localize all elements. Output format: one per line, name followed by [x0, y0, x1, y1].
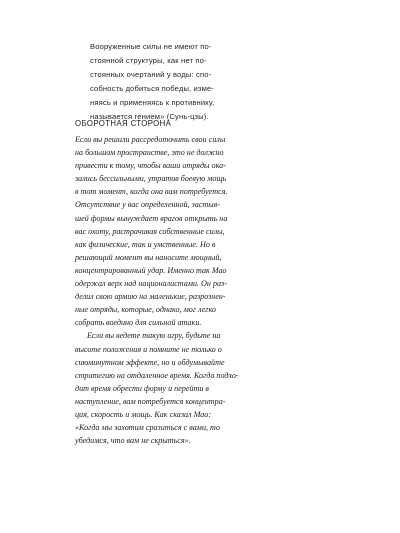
body-line: собрать воедино для сильной атаки. [75, 318, 202, 328]
body-line: Если вы ведете такую игру, будьте на [87, 331, 221, 341]
body-line: «Когда мы захотим сразиться с вами, то [75, 423, 220, 433]
body-line: одержал верх над националистами. Он раз- [75, 279, 227, 289]
quote-line: няясь и применяясь к противнику, [90, 98, 215, 107]
body-line: зались бессильными, утратив боевую мощь [75, 174, 227, 184]
body-line: как физические, так и умственные. Но в [75, 239, 216, 249]
body-line: делил свою армию на маленькие, разрознен- [75, 292, 226, 302]
body-line: ные отряды, которые, однако, мог легко [75, 305, 216, 315]
body-line: в тот момент, когда она вам потребуется. [75, 187, 228, 197]
body-line: стратегию на отдаленное время. Когда подхо- [75, 370, 239, 380]
body-line: ция, скорость и мощь. Как сказал Мао: [75, 409, 212, 419]
body-line: концентрированный удар. Именно так Мао [75, 265, 227, 275]
quote-line: стоянной структуры, как нет по- [90, 56, 207, 65]
body-line: убедимся, что вам не скрыться». [75, 436, 191, 446]
body-line: решающий момент вы наносите мощный, [75, 252, 222, 262]
section-body [75, 133, 323, 447]
body-line: дит время обрести форму и перейти в [75, 383, 209, 393]
quote-line: стоянных очертаний у воды: спо- [90, 70, 212, 79]
epigraph-quote [90, 40, 316, 124]
body-line: шей формы вынуждает врагов открыть на [75, 213, 228, 223]
body-line: Если вы решили рассредоточить свои силы [75, 135, 226, 144]
quote-line: называется гением» (Сунь-цзы). [90, 112, 209, 121]
section-heading: ОБОРОТНАЯ СТОРОНА [75, 119, 172, 128]
body-line: на большом пространстве, это не должно [75, 148, 224, 158]
body-line: высоте положения и помните не только о [75, 344, 222, 354]
body-line: вас охоту, растрачивая собственные силы, [75, 226, 225, 236]
quote-line: Вооруженные силы не имеют по- [90, 42, 212, 51]
quote-line: собность добиться победы, изме- [90, 84, 215, 93]
body-line: привести к тому, чтобы ваши отряды ока- [75, 161, 226, 171]
body-line: сиюминутном эффекте, но и обдумывайте [75, 357, 225, 367]
body-line: наступление, вам потребуется концентра- [75, 396, 226, 406]
body-line: Отсутствие у вас определенной, застыв- [75, 200, 220, 210]
